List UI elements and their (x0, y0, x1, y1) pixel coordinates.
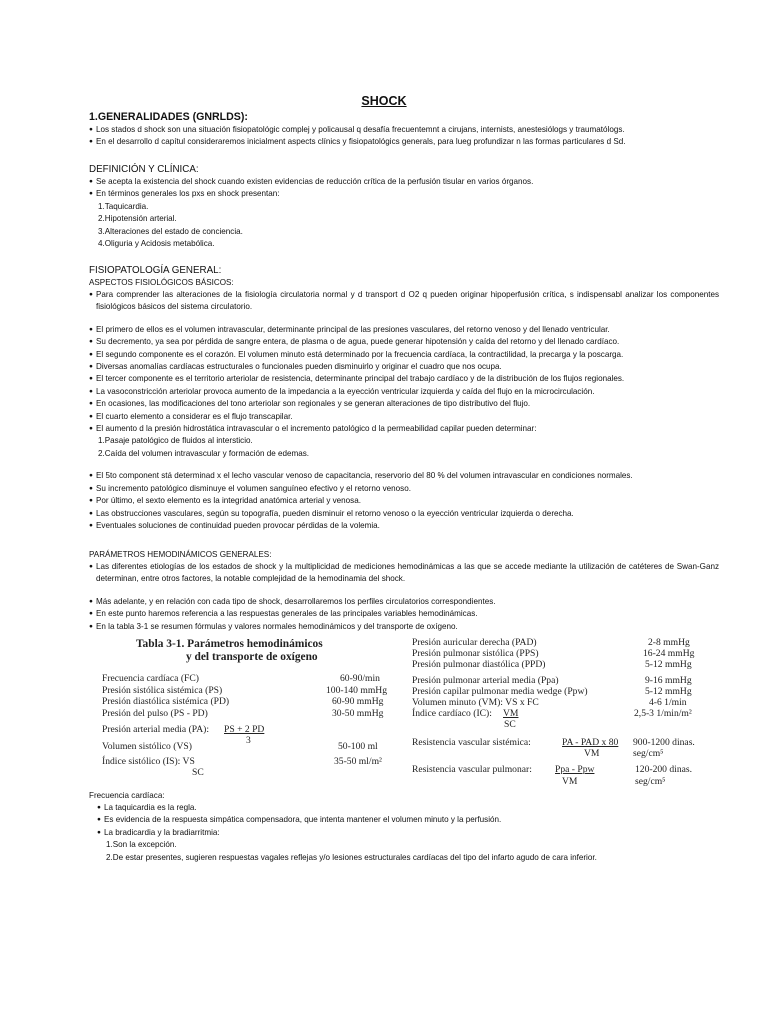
bullet-item: ● La taquicardia es la regla. (97, 802, 719, 814)
subsection-heading: ASPECTOS FISIOLÓGICOS BÁSICOS: (89, 278, 234, 287)
table-formula: Ppa - Ppw (555, 764, 595, 775)
table-label: Presión pulmonar diastólica (PPD) (412, 659, 546, 670)
numbered-item: 2.De estar presentes, sugieren respuestas vagales reflejas y/o lesiones estructurales cardíacas del tipo del infarto agudo de cara inferior. (106, 852, 597, 862)
table-formula: VM (503, 708, 519, 719)
bullet-item: ● El cuarto elemento a considerar es el flujo transcapilar. (89, 411, 719, 423)
table-value: 4-6 1/min (649, 697, 687, 708)
table-denominator: VM (584, 748, 600, 759)
bullet-item: ● Diversas anomalías cardíacas estructurales o funcionales pueden disminuirlo y originar el cuadro que nos ocupa. (89, 361, 719, 373)
bullet-item: ● Es evidencia de la respuesta simpática compensadora, que intenta mantener el volumen minuto y la perfusión. (97, 814, 719, 826)
table-formula: PA - PAD x 80 (562, 737, 619, 748)
section-definicion (89, 163, 719, 250)
table-label: Resistencia vascular sistémica: (412, 737, 531, 748)
table-label: Resistencia vascular pulmonar: (412, 764, 532, 775)
numbered-item: 1.Taquicardia. (98, 201, 149, 211)
table-caption: y del transporte de oxígeno (186, 651, 318, 663)
bullet-item: ● En la tabla 3-1 se resumen fórmulas y valores normales hemodinámicos y del transporte de oxígeno. (89, 621, 719, 633)
bullet-item: ● La vasoconstricción arteriolar provoca aumento de la impedancia a la eyección ventricular izquierda y caída del flujo en la microcirculación. (89, 386, 719, 398)
table-value: 5-12 mmHg (645, 686, 692, 697)
table-value: 16-24 mmHg (643, 648, 695, 659)
bullet-item: ● El 5to component stá determinad x el lecho vascular venoso de capacitancia, reservorio del 80 % del volumen intravascular en condiciones normales. (89, 470, 719, 482)
table-label: Presión auricular derecha (PAD) (412, 637, 537, 648)
table-denominator: SC (504, 719, 516, 730)
table-label: Presión pulmonar arterial media (Ppa) (412, 675, 559, 686)
table-value: 60-90/min (340, 673, 380, 684)
table-caption: Tabla 3-1. Parámetros hemodinámicos (136, 638, 323, 650)
section-fisiopatologia (89, 264, 719, 532)
table-value: 5-12 mmHg (645, 659, 692, 670)
bullet-item: ● En este punto haremos referencia a las respuestas generales de las principales variables hemodinámicas. (89, 608, 719, 620)
numbered-item: 2.Hipotensión arterial. (98, 214, 177, 224)
table-label: Frecuencia cardíaca (FC) (102, 673, 199, 684)
numbered-item: 4.Oliguria y Acidosis metabólica. (98, 239, 215, 249)
table-unit: seg/cm⁵ (635, 776, 666, 787)
table-value: 2-8 mmHg (648, 637, 690, 648)
bullet-item: ● Su decremento, ya sea por pérdida de sangre entera, de plasma o de agua, puede generar hipotensión y caída del retorno y del llenado cardíaco. (89, 336, 719, 348)
table-value: 9-16 mmHg (645, 675, 692, 686)
table-value: 50-100 ml (338, 741, 378, 752)
section-heading: FISIOPATOLOGÍA GENERAL: (89, 265, 222, 276)
table-unit: seg/cm⁵ (633, 748, 664, 759)
bullet-item: ● En términos generales los pxs en shock presentan: (89, 188, 719, 200)
section-parametros (89, 549, 719, 633)
bullet-item: ● Su incremento patológico disminuye el volumen sanguíneo efectivo y el retorno venoso. (89, 483, 719, 495)
document-title: SHOCK (361, 94, 407, 108)
section-heading: Frecuencia cardíaca: (89, 791, 165, 800)
table-value: 30-50 mmHg (332, 708, 384, 719)
bullet-item: ● Las diferentes etiologías de los estados de shock y la multiplicidad de mediciones hemodinámicas a las que se accede mediante la utilización de catéteres de Swan-Ganz determinan, entre otros factores, la notable complejidad de la hemodinamia del shock. (89, 561, 719, 586)
table-label: Volumen minuto (VM): VS x FC (412, 697, 539, 708)
table-label: Volumen sistólico (VS) (102, 741, 192, 752)
table-value: 60-90 mmHg (332, 696, 384, 707)
bullet-item: ● Por último, el sexto elemento es la integridad anatómica arterial y venosa. (89, 495, 719, 507)
bullet-item: ● El primero de ellos es el volumen intravascular, determinante principal de las presiones vasculares, del retorno venoso y del llenado ventricular. (89, 324, 719, 336)
section-heading: 1.GENERALIDADES (GNRLDS): (89, 111, 248, 123)
table-formula: PS + 2 PD (224, 724, 265, 735)
table-label: Presión arterial media (PA): (102, 724, 210, 735)
table-denominator: VM (562, 776, 578, 787)
table-label: Índice cardíaco (IC): (412, 708, 492, 719)
table-label: Presión diastólica sistémica (PD) (102, 696, 230, 707)
bullet-item: ● Los stados d shock son una situación fisiopatológic complej y policausal q desafía frecuentemnt a cirujans, internists, anestesiólogs y traumatólogs. (89, 124, 719, 136)
hemodynamic-table (100, 638, 700, 793)
numbered-item: 1.Son la excepción. (106, 840, 177, 850)
table-label: Índice sistólico (IS): VS (102, 756, 195, 767)
section-heading: PARÁMETROS HEMODINÁMICOS GENERALES: (89, 550, 272, 559)
table-value: 100-140 mmHg (326, 685, 388, 696)
table-value: 2,5-3 1/min/m² (634, 708, 692, 719)
table-denominator: SC (192, 767, 204, 778)
section-generalidades (89, 110, 719, 149)
bullet-item: ● El aumento d la presión hidrostática intravascular o el incremento patológico d la permeabilidad capilar pueden determinar: (89, 423, 719, 435)
table-value: 35-50 ml/m² (334, 756, 382, 767)
bullet-item: ● Más adelante, y en relación con cada tipo de shock, desarrollaremos los perfiles circulatorios correspondientes. (89, 596, 719, 608)
numbered-item: 1.Pasaje patológico de fluidos al intersticio. (98, 436, 253, 446)
table-label: Presión pulmonar sistólica (PPS) (412, 648, 539, 659)
table-label: Presión capilar pulmonar media wedge (Ppw) (412, 686, 588, 697)
bullet-item: ● El segundo componente es el corazón. El volumen minuto está determinado por la frecuencia cardíaca, la contractilidad, la precarga y la poscarga. (89, 349, 719, 361)
numbered-item: 3.Alteraciones del estado de conciencia. (98, 226, 243, 236)
bullet-item: ● Para comprender las alteraciones de la fisiología circulatoria normal y d transport d O2 q pueden originar hipoperfusión crítica, s indispensabl analizar los componentes fisiológicos básicos del sistema circulatorio. (89, 289, 719, 314)
table-denominator: 3 (246, 735, 251, 746)
bullet-item: ● La bradicardia y la bradiarritmia: (97, 827, 719, 839)
bullet-item: ● El tercer componente es el territorio arteriolar de resistencia, determinante principal del trabajo cardíaco y de la distribución de los flujos regionales. (89, 373, 719, 385)
numbered-item: 2.Caída del volumen intravascular y formación de edemas. (98, 448, 309, 458)
section-heading: DEFINICIÓN Y CLÍNICA: (89, 164, 199, 175)
bullet-item: ● En ocasiones, las modificaciones del tono arteriolar son regionales y se generan alteraciones de tipo distributivo del flujo. (89, 398, 719, 410)
bullet-item: ● Eventuales soluciones de continuidad pueden provocar pérdidas de la volemia. (89, 520, 719, 532)
table-label: Presión sistólica sistémica (PS) (102, 685, 223, 696)
table-value: 900-1200 dinas. (633, 737, 695, 748)
section-frecuencia-cardiaca (89, 790, 719, 864)
table-value: 120-200 dinas. (635, 764, 693, 775)
bullet-item: ● Las obstrucciones vasculares, según su topografía, pueden disminuir el retorno venoso o la eyección ventricular izquierda o derecha. (89, 508, 719, 520)
bullet-item: ● Se acepta la existencia del shock cuando existen evidencias de reducción crítica de la perfusión tisular en varios órganos. (89, 176, 719, 188)
table-label: Presión del pulso (PS - PD) (102, 708, 208, 719)
bullet-item: ● En el desarrollo d capítul consideraremos inicialment aspects clínics y fisiopatológics generals, para lueg profundizar n las formas particulares d Sd. (89, 136, 719, 148)
